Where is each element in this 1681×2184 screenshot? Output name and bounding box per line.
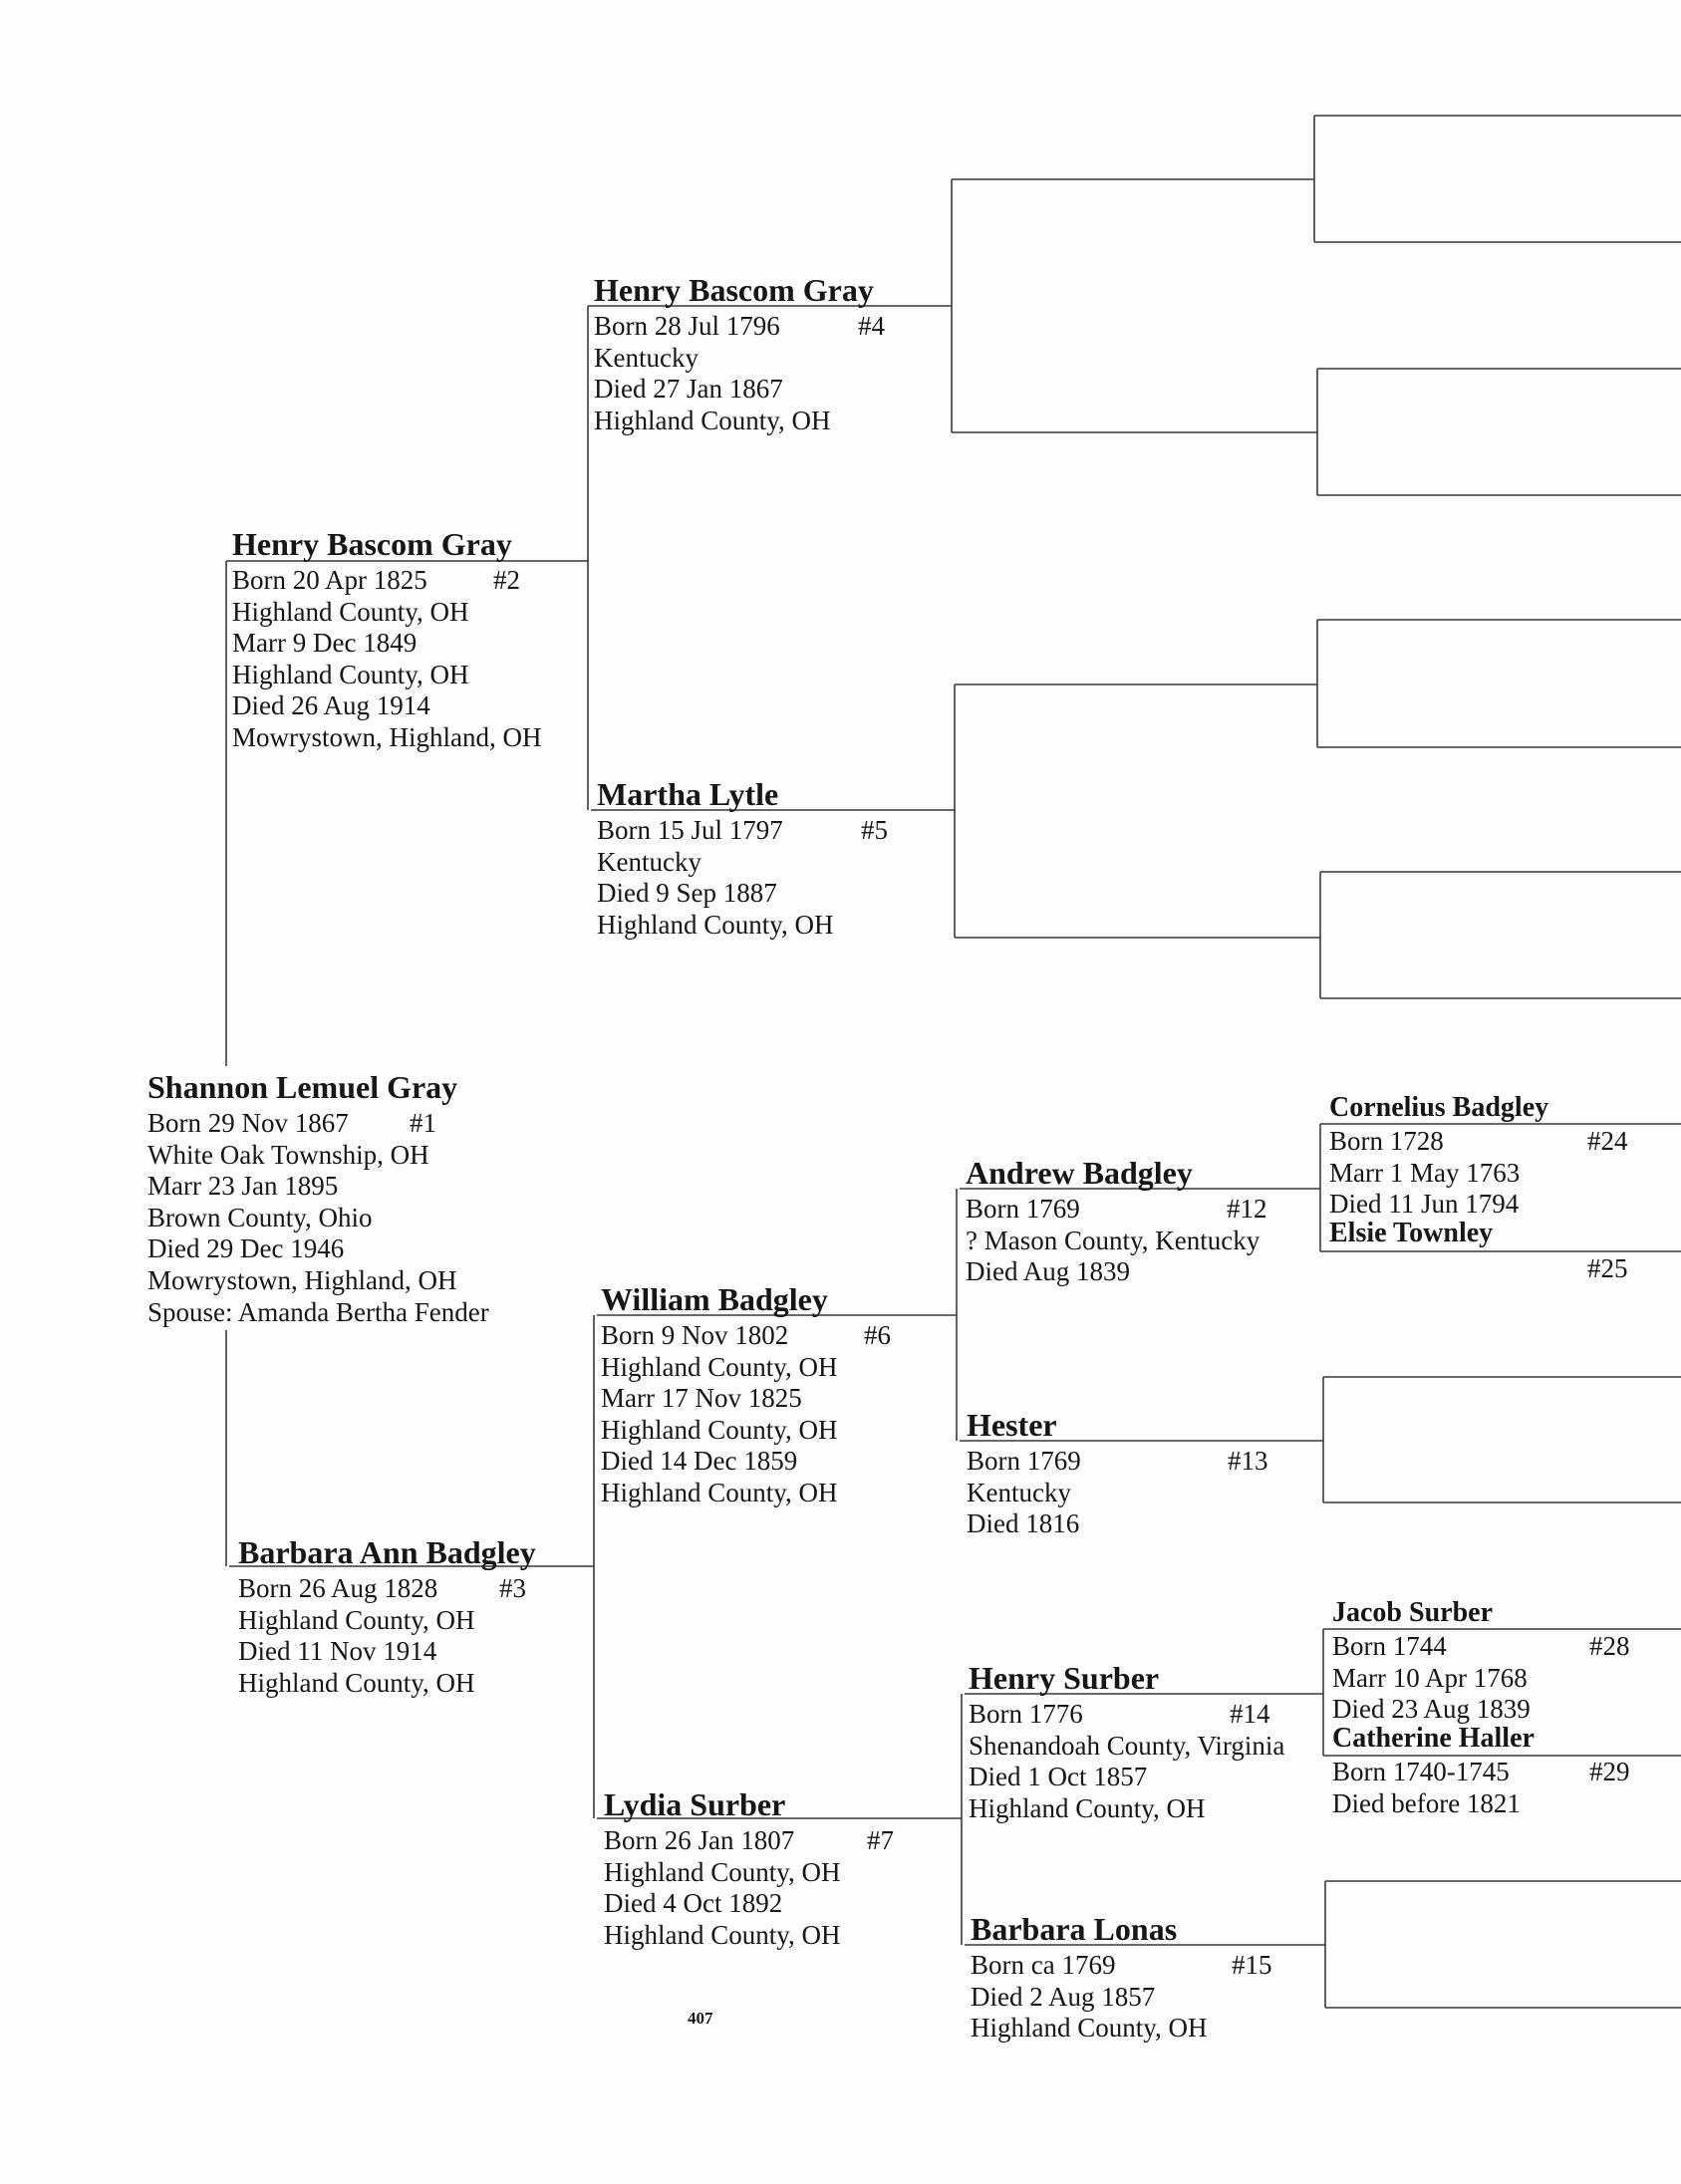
person-detail: Highland County, OH — [238, 1667, 475, 1698]
person-detail: Died 1 Oct 1857 — [969, 1762, 1148, 1792]
person-name: Henry Bascom Gray — [594, 272, 874, 308]
person-detail: Died before 1821 — [1332, 1787, 1521, 1818]
person-detail: Born 1728 — [1329, 1126, 1444, 1156]
person-detail: Highland County, OH — [601, 1414, 838, 1445]
person-detail: Kentucky — [967, 1477, 1071, 1507]
person-name: Henry Surber — [969, 1660, 1160, 1696]
person-5 — [597, 776, 888, 941]
person-detail: Marr 1 May 1763 — [1329, 1157, 1521, 1188]
person-detail: Highland County, OH — [232, 659, 469, 689]
person-name: Catherine Haller — [1332, 1723, 1535, 1754]
person-detail: Died 14 Dec 1859 — [601, 1446, 798, 1477]
person-25 — [1329, 1218, 1628, 1283]
person-number: #12 — [1227, 1194, 1267, 1224]
person-number: #7 — [867, 1825, 894, 1855]
person-detail: Died 11 Jun 1794 — [1329, 1189, 1520, 1220]
person-detail: Mowrystown, Highland, OH — [147, 1264, 457, 1295]
person-2 — [232, 528, 542, 754]
person-detail: Born 26 Aug 1828 — [238, 1573, 438, 1603]
person-detail: Died 9 Sep 1887 — [597, 878, 777, 909]
person-name: Elsie Townley — [1329, 1218, 1494, 1248]
person-detail: Died 1816 — [967, 1508, 1080, 1539]
person-detail: Born 28 Jul 1796 — [594, 311, 780, 341]
person-24 — [1329, 1092, 1628, 1221]
person-number: #25 — [1587, 1253, 1628, 1283]
person-14 — [969, 1662, 1284, 1824]
person-detail: Highland County, OH — [232, 596, 469, 627]
person-detail: Highland County, OH — [601, 1477, 838, 1507]
person-detail: Brown County, Ohio — [147, 1202, 373, 1232]
person-number: #5 — [861, 815, 888, 845]
person-number: #24 — [1587, 1126, 1628, 1156]
person-detail: Marr 23 Jan 1895 — [147, 1171, 339, 1202]
person-detail: Born 1776 — [969, 1699, 1083, 1729]
person-1 — [147, 1071, 489, 1328]
person-detail: Marr 17 Nov 1825 — [601, 1383, 802, 1414]
person-name: Hester — [967, 1407, 1057, 1443]
person-4 — [594, 272, 885, 436]
person-detail: Spouse: Amanda Bertha Fender — [147, 1296, 489, 1327]
person-name: Henry Bascom Gray — [232, 526, 512, 562]
person-detail: Born 26 Jan 1807 — [604, 1825, 795, 1855]
person-detail: Born 1740-1745 — [1332, 1757, 1510, 1786]
person-detail: Highland County, OH — [594, 405, 831, 435]
person-7 — [604, 1786, 894, 1951]
person-name: Lydia Surber — [604, 1786, 786, 1822]
person-number: #14 — [1230, 1699, 1270, 1729]
person-detail: Died Aug 1839 — [966, 1256, 1130, 1287]
person-detail: Highland County, OH — [971, 2013, 1208, 2044]
person-detail: Highland County, OH — [238, 1604, 475, 1635]
person-number: #3 — [499, 1573, 526, 1603]
person-detail: Mowrystown, Highland, OH — [232, 721, 542, 752]
person-detail: Highland County, OH — [604, 1856, 841, 1887]
person-number: #1 — [410, 1108, 436, 1138]
person-28 — [1332, 1597, 1630, 1726]
person-detail: Born ca 1769 — [971, 1950, 1116, 1980]
person-detail: White Oak Township, OH — [147, 1139, 429, 1170]
person-number: #13 — [1228, 1446, 1268, 1476]
person-name: Cornelius Badgley — [1329, 1092, 1549, 1123]
person-detail: Died 2 Aug 1857 — [971, 1981, 1156, 2012]
person-detail: Highland County, OH — [601, 1351, 838, 1382]
person-detail: Highland County, OH — [604, 1919, 841, 1950]
person-3 — [238, 1536, 536, 1699]
person-detail: Born 1769 — [966, 1194, 1080, 1224]
person-detail: Died 26 Aug 1914 — [232, 690, 430, 721]
person-detail: Highland County, OH — [969, 1792, 1206, 1823]
person-6 — [601, 1281, 891, 1509]
person-number: #6 — [864, 1320, 891, 1350]
person-detail: Died 29 Dec 1946 — [147, 1233, 345, 1264]
person-number: #4 — [858, 311, 885, 341]
person-detail: Died 11 Nov 1914 — [238, 1636, 437, 1667]
person-detail: Marr 10 Apr 1768 — [1332, 1662, 1528, 1693]
person-detail: Born 29 Nov 1867 — [147, 1108, 349, 1138]
person-name: Barbara Lonas — [971, 1911, 1178, 1947]
person-number: #15 — [1232, 1950, 1272, 1980]
person-number: #28 — [1589, 1631, 1630, 1661]
person-detail: Born 9 Nov 1802 — [601, 1320, 789, 1350]
person-detail: ? Mason County, Kentucky — [966, 1225, 1261, 1255]
person-name: Martha Lytle — [597, 776, 779, 812]
person-detail: Born 1744 — [1332, 1631, 1447, 1661]
person-13 — [967, 1407, 1268, 1540]
person-detail: Died 4 Oct 1892 — [604, 1888, 783, 1919]
person-12 — [966, 1155, 1267, 1288]
person-detail: Born 15 Jul 1797 — [597, 815, 783, 845]
person-name: Andrew Badgley — [966, 1155, 1193, 1191]
person-detail: Shenandoah County, Virginia — [969, 1730, 1285, 1761]
person-number: #2 — [493, 565, 520, 595]
person-detail — [1329, 1251, 1493, 1283]
person-detail: Born 1769 — [967, 1446, 1081, 1476]
person-detail: Kentucky — [597, 846, 701, 877]
person-15 — [971, 1911, 1272, 2045]
person-detail: Died 23 Aug 1839 — [1332, 1694, 1531, 1725]
person-name: Jacob Surber — [1332, 1597, 1493, 1628]
person-detail: Died 27 Jan 1867 — [594, 374, 783, 405]
page-number: 407 — [688, 2009, 713, 2028]
person-name: Shannon Lemuel Gray — [147, 1069, 458, 1105]
person-detail: Highland County, OH — [597, 909, 834, 940]
person-name: William Badgley — [601, 1281, 828, 1317]
person-name: Barbara Ann Badgley — [238, 1534, 536, 1570]
person-detail: Kentucky — [594, 342, 699, 373]
person-number: #29 — [1589, 1757, 1630, 1786]
person-29 — [1332, 1723, 1630, 1819]
person-detail: Born 20 Apr 1825 — [232, 565, 427, 595]
person-detail: Marr 9 Dec 1849 — [232, 628, 418, 659]
